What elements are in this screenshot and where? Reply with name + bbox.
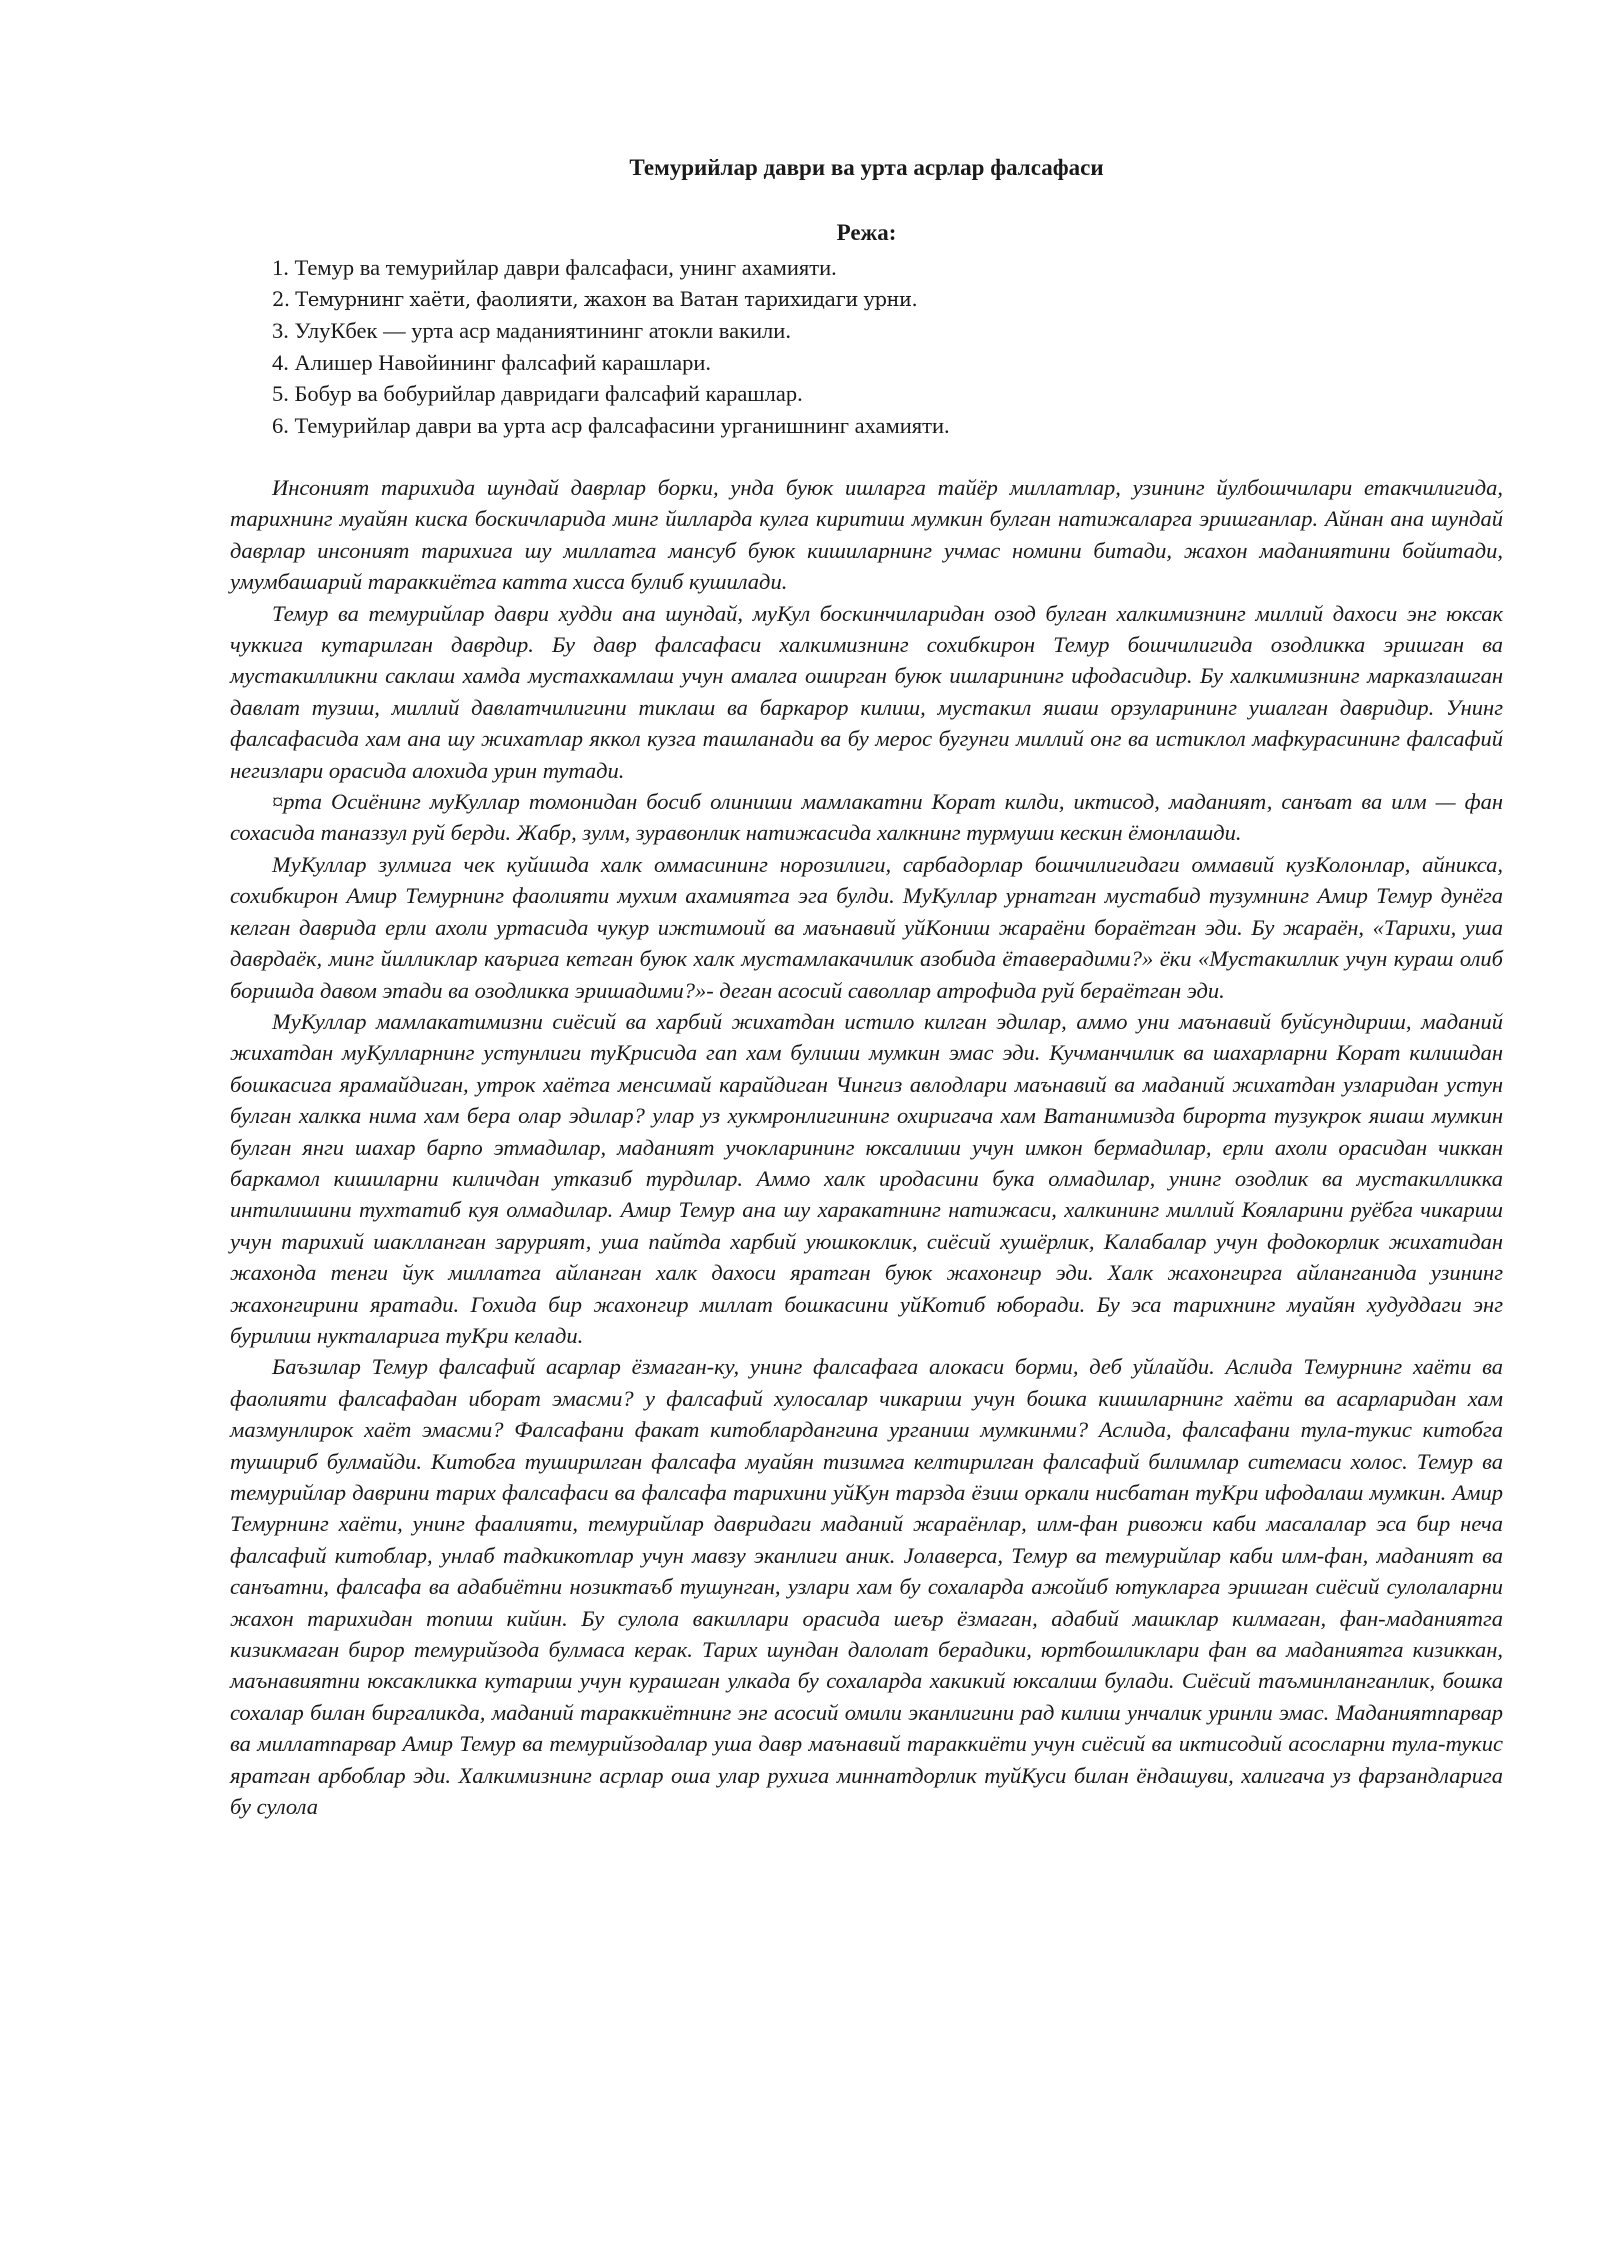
body-paragraph: МуКуллар мамлакатимизни сиёсий ва харбий жихатдан истило килган эдилар, аммо уни маънавий буйсундириш, маданий жихатдан муКулларнинг устунлиги туКрисида гап хам булиши мумкин эмас эди. Кучманчилик ва шахарларни Корат килишдан бошкасига ярамайдиган, утрок хаётга менсимай карайдиган Чингиз авлодлари маънавий ва маданий жихатдан узларидан устун булган халкка нима хам бера олар эдилар? улар уз хукмронлигининг охиригача хам Ватанимизда бирорта тузукрок яшаш мумкин булган янги шахар барпо этмадилар, маданият учокларининг юксалиши учун имкон бермадилар, ерли ахоли орасидан чиккан баркамол кишиларни киличдан утказиб турдилар. Аммо халк иродасини бука олмадилар, унинг озодлик ва мустакилликка интилишини тухтатиб куя олмадилар. Амир Темур ана шу харакатнинг натижаси, халкининг миллий Кояларини руёбга чикариш учун тарихий шаклланган зарурият, уша пайтда харбий уюшкоклик, сиёсий хушёрлик, Калабалар учун фодокорлик жихатидан жахонда тенги йук миллатга айланган халк дахоси яратган буюк жахонгир эди. Халк жахонгирга айланганида узининг жахонгирини яратади. Гохида бир жахонгир миллат бошкасини уйКотиб юборади. Бу эса тарихнинг муайян худуддаги энг бурилиш нукталарига туКри келади.: [230, 1008, 1503, 1348]
body-paragraph: МуКуллар зулмига чек куйишда халк оммасининг норозилиги, сарбадорлар бошчилигидаги оммавий кузКолонлар, айникса, сохибкирон Амир Темурнинг фаолияти мухим ахамиятга эга булди. МуКуллар урнатган мустабид тузумнинг Амир Темур дунёга келган даврида ерли ахоли уртасида чукур ижтимоий ва маънавий уйКониш жараёни бораётган эди. Бу жараён, «Тарихи, уша даврдаёк, минг йилликлар каърига кетган буюк халк мустамлакачилик азобида ётаверадими?» ёки «Мустакиллик учун кураш олиб боришда давом этади ва озодликка эришадими?»- деган асосий саволлар атрофида руй бераётган эди.: [230, 851, 1503, 1003]
plan-heading: Режа:: [836, 220, 897, 245]
plan-item: 5. Бобур ва бобурийлар давридаги фалсафий карашлар.: [272, 381, 803, 406]
body-paragraph: Темур ва темурийлар даври худди ана шундай, муКул боскинчиларидан озод булган халкимизнинг миллий дахоси энг юксак чуккига кутарилган даврдир. Бу давр фалсафаси халкимизнинг сохибкирон Темур бошчилигида озодликка эришган ва мустакилликни саклаш хамда мустахкамлаш учун амалга оширган буюк ишларининг ифодасидир. Бу халкимизнинг марказлашган давлат тузиш, миллий давлатчилигини тиклаш ва баркарор килиш, мустакил яшаш орзуларининг ушалган давридир. Унинг фалсафасида хам ана шу жихатлар яккол кузга ташланади ва бу мерос бугунги миллий онг ва истиклол мафкурасининг фалсафий негизлари орасида алохида урин тутади.: [230, 600, 1503, 783]
plan-list: [272, 252, 1472, 441]
plan-item: 3. УлуКбек — урта аср маданиятининг атокли вакили.: [272, 318, 791, 343]
plan-item: 2. Темурнинг хаёти, фаолияти, жахон ва Ватан тарихидаги урни.: [272, 287, 918, 311]
document-title: Темурийлар даври ва урта асрлар фалсафаси: [629, 155, 1104, 180]
plan-item: 1. Темур ва темурийлар даври фалсафаси, унинг ахамияти.: [272, 255, 837, 280]
body-paragraph: ¤рта Осиёнинг муКуллар томонидан босиб олиниши мамлакатни Корат килди, иктисод, маданият, санъат ва илм — фан сохасида таназзул руй берди. Жабр, зулм, зуравонлик натижасида халкнинг турмуши кескин ёмонлашди.: [230, 789, 1503, 846]
body-text: [230, 472, 1503, 1822]
body-paragraph: Инсоният тарихида шундай даврлар борки, унда буюк ишларга тайёр миллатлар, узининг йулбошчилари етакчилигида, тарихнинг муайян киска боскичларида минг йилларда кулга киритиш мумкин булган натижаларга эришганлар. Айнан ана шундай даврлар инсоният тарихига шу миллатга мансуб буюк кишиларнинг учмас номини битади, жахон маданиятини бойитади, умумбашарий тараккиётга катта хисса булиб кушилади.: [230, 475, 1503, 595]
plan-item: 4. Алишер Навойининг фалсафий карашлари.: [272, 349, 712, 375]
body-paragraph: Баъзилар Темур фалсафий асарлар ёзмаган-ку, унинг фалсафага алокаси борми, деб уйлайди. Аслида Темурнинг хаёти ва фаолияти фалсафадан иборат эмасми? у фалсафий хулосалар чикариш учун бошка кишиларнинг хаёти ва асарларидан хам мазмунлирок хаёт эмасми? Фалсафани факат китоблардангина урганиш мумкинми? Аслида, фалсафани тула-тукис китобга тушириб булмайди. Китобга туширилган фалсафа муайян тизимга келтирилган фалсафий билимлар ситемаси холос. Темур ва темурийлар даврини тарих фалсафаси ва фалсафа тарихини уйКун тарзда ёзиш оркали нисбатан туКри ифодалаш мумкин. Амир Темурнинг хаёти, унинг фаалияти, темурийлар давридаги маданий жараёнлар, илм-фан ривожи каби масалалар эса бир неча фалсафий китоблар, унлаб тадкикотлар учун мавзу эканлиги аник. Јолаверса, Темур ва темурийлар каби илм-фан, маданият ва санъатни, фалсафа ва адабиётни нозиктаъб тушунган, узлари хам бу сохаларда ажойиб ютукларга эришган сиёсий сулолаларни жахон тарихидан топиш кийин. Бу сулола вакиллари орасида шеър ёзмаган, адабий машклар килмаган, фан-маданиятга кизикмаган бирор темурийзода булмаса керак. Тарих шундан далолат берадики, юртбошликлари фан ва маданиятга кизиккан, маънавиятни юксакликка кутариш учун курашган улкада бу сохаларда хакикий юксалиш булади. Сиёсий таъминланганлик, бошка сохалар билан биргаликда, маданий тараккиётнинг энг асосий омили эканлигини рад килиш унчалик уринли эмас. Маданиятпарвар ва миллатпарвар Амир Темур ва темурийзодалар уша давр маънавий тараккиёти учун сиёсий ва иктисодий асосларни тула-тукис яратган арбоблар эди. Халкимизнинг асрлар оша улар рухига миннатдорлик туйКуси билан ёндашуви, халигача уз фарзандларига бу сулола: [230, 1354, 1503, 1820]
plan-item: 6. Темурийлар даври ва урта аср фалсафасини урганишнинг ахамияти.: [272, 412, 950, 438]
